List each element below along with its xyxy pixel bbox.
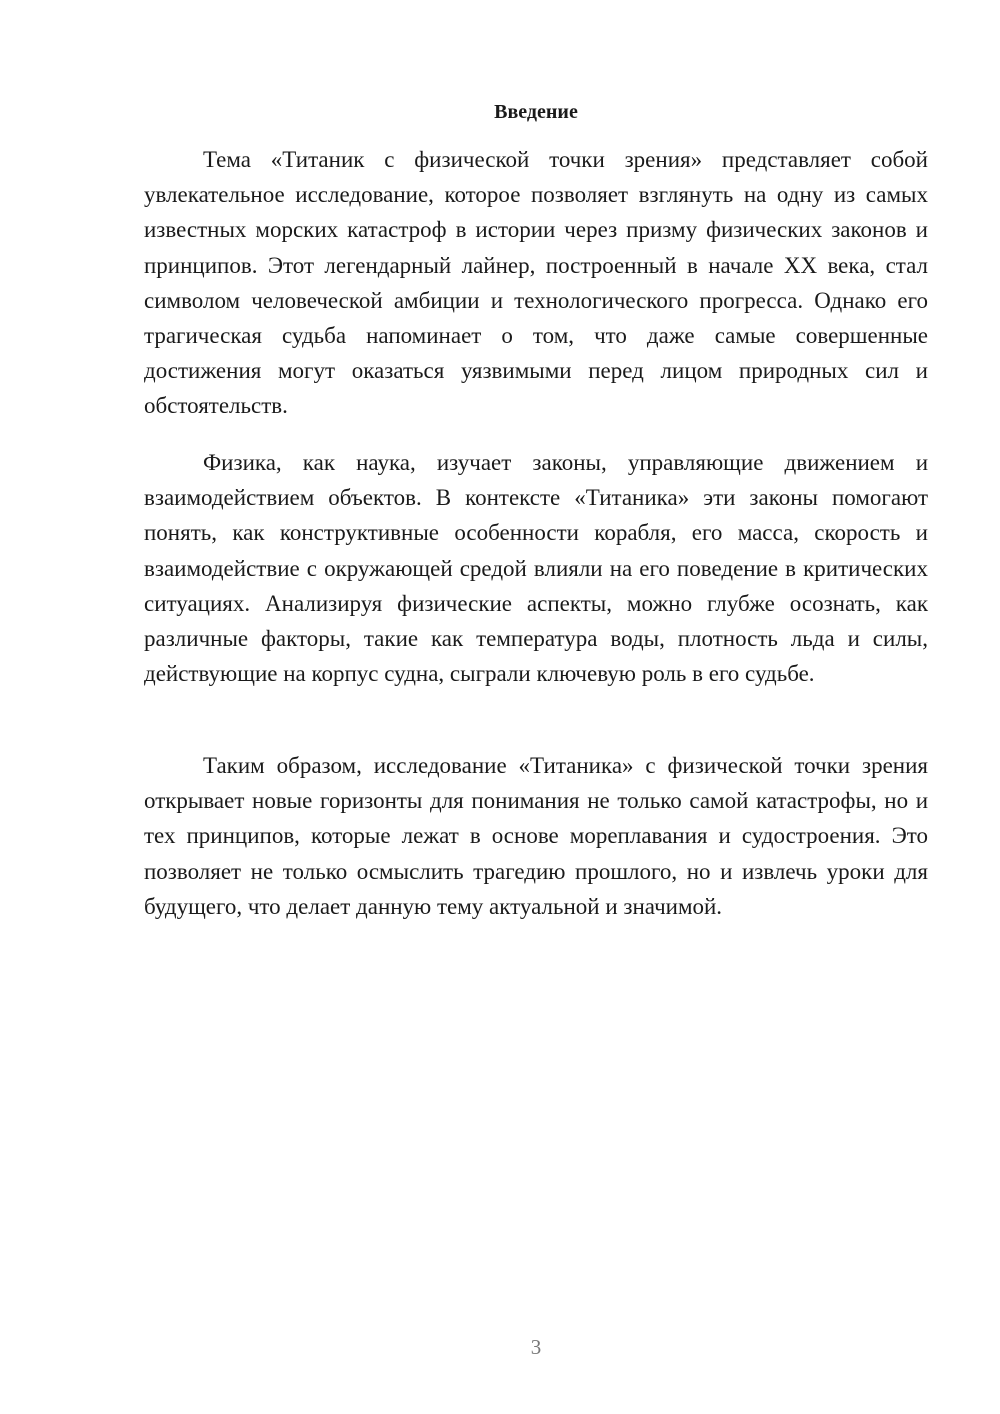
paragraph-3: Таким образом, исследование «Титаника» с физической точки зрения открывает новые горизонты для понимания не только самой катастрофы, но и тех принципов, которые лежат в основе мореплавания и судостроения. Это позволяет не только осмыслить трагедию прошлого, но и извлечь уроки для будущего, что делает данную тему актуальной и значимой. [144,753,928,919]
page-number: 3 [530,1335,542,1359]
paragraph-2: Физика, как наука, изучает законы, управляющие движением и взаимодействием объектов. В контексте «Титаника» эти законы помогают понять, как конструктивные особенности корабля, его масса, скорость и взаимодействие с окружающей средой влияли на его поведение в критических ситуациях. Анализируя физические аспекты, можно глубже осознать, как различные факторы, такие как температура воды, плотность льда и силы, действующие на корпус судна, сыграли ключевую роль в его судьбе. [144,450,928,687]
section-heading: Введение [494,101,578,123]
paragraph-1: Тема «Титаник с физической точки зрения» представляет собой увлекательное исследование, которое позволяет взглянуть на одну из самых известных морских катастроф в истории через призму физических законов и принципов. Этот легендарный лайнер, построенный в начале XX века, стал символом человеческой амбиции и технологического прогресса. Однако его трагическая судьба напоминает о том, что даже самые совершенные достижения могут оказаться уязвимыми перед лицом природных сил и обстоятельств. [144,147,928,419]
